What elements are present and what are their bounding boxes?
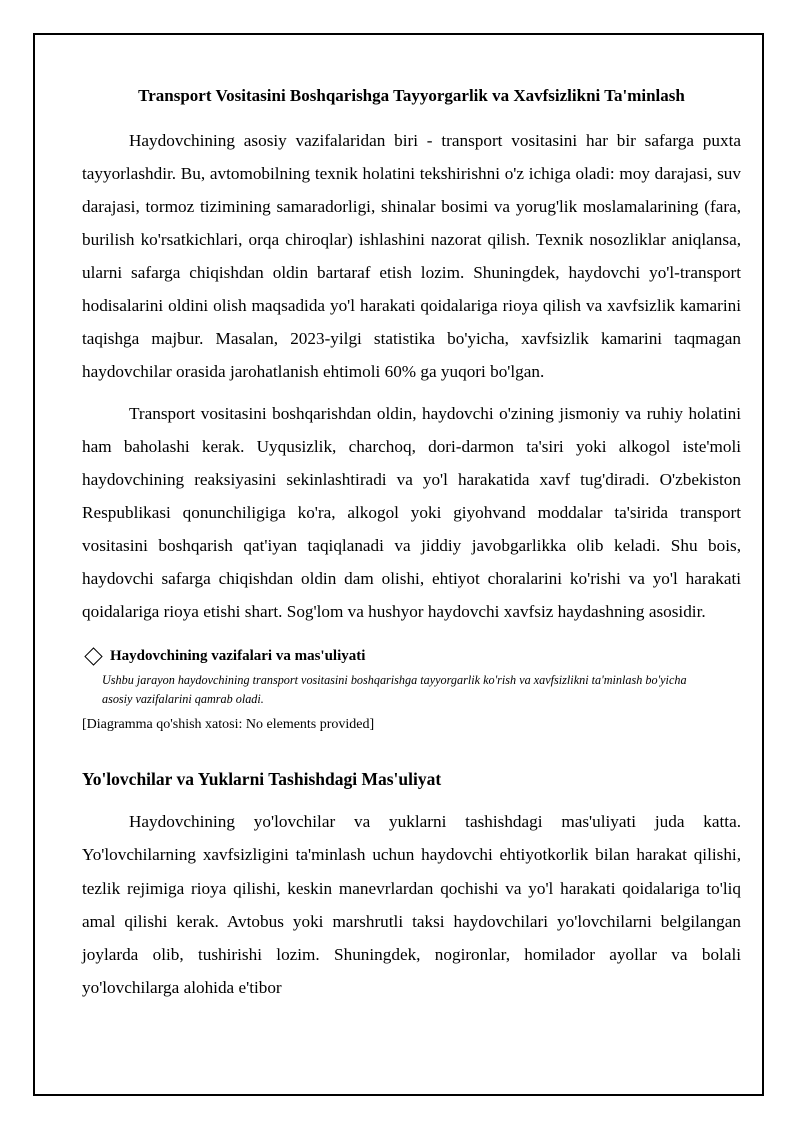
section-heading: Yo'lovchilar va Yuklarni Tashishdagi Mas'uliyat: [82, 769, 442, 789]
page-content: [82, 85, 741, 1005]
document-title: Transport Vositasini Boshqarishga Tayyorgarlik va Xavfsizlikni Ta'minlash: [138, 86, 685, 105]
diagram-description: Ushbu jarayon haydovchining transport vositasini boshqarishga tayyorgarlik ko'rish va xavfsizlikni ta'minlash bo'yicha asosiy vazifalarini qamrab oladi.: [102, 673, 687, 706]
diagram-header: [82, 646, 741, 666]
diagram-title: Haydovchining vazifalari va mas'uliyati: [110, 648, 366, 664]
paragraph-2: Transport vositasini boshqarishdan oldin, haydovchi o'zining jismoniy va ruhiy holatini ham baholashi kerak. Uyqusizlik, charchoq, dori-darmon ta'siri yoki alkogol iste'moli haydovchining reaksiyasini sekinlashtiradi va yo'l harakatida xavf tug'diradi. O'zbekiston Respublikasi qonunchiligiga ko'ra, alkogol yoki giyohvand moddalar ta'sirida transport vositasini boshqarish qat'iyan taqiqlanadi va jiddiy javobgarlikka olib keladi. Shu bois, haydovchi safarga chiqishdan oldin dam olishi, ehtiyot choralarini ko'rishi va yo'l harakati qoidalariga rioya etishi shart. Sog'lom va hushyor haydovchi xavfsiz haydashning asosidir.: [82, 404, 741, 621]
section-paragraph: Haydovchining yo'lovchilar va yuklarni tashishdagi mas'uliyati juda katta. Yo'lovchilarning xavfsizligini ta'minlash uchun haydovchi ehtiyotkorlik bilan harakat qilishi, tezlik rejimiga rioya qilishi, keskin manevrlardan qochishi va yo'l harakati qoidalariga to'liq amal qilishi kerak. Avtobus yoki marshrutli taksi haydovchilari yo'lovchilarni belgilangan joylarda olib, tushirishi lozim. Shuningdek, nogironlar, homilador ayollar va bolali yo'lovchilarga alohida e'tibor: [82, 812, 741, 998]
diamond-icon: [84, 647, 102, 665]
diagram-error-message: [Diagramma qo'shish xatosi: No elements provided]: [82, 717, 375, 732]
paragraph-1: Haydovchining asosiy vazifalaridan biri - transport vositasini har bir safarga puxta tayyorlashdir. Bu, avtomobilning texnik holatini tekshirishni o'z ichiga oladi: moy darajasi, suv darajasi, tormoz tizimining samaradorligi, shinalar bosimi va yorug'lik moslamalarining (fara, burilish ko'rsatkichlari, orqa chiroqlar) ishlashini nazorat qilish. Texnik nosozliklar aniqlansa, ularni safarga chiqishdan oldin bartaraf etish lozim. Shuningdek, haydovchi yo'l-transport hodisalarini oldini olish maqsadida yo'l harakati qoidalariga rioya qilish va xavfsizlik kamarini taqishga majbur. Masalan, 2023-yilgi statistika bo'yicha, xavfsizlik kamarini taqmagan haydovchilar orasida jarohatlanish ehtimoli 60% ga yuqori bo'lgan.: [82, 131, 741, 381]
